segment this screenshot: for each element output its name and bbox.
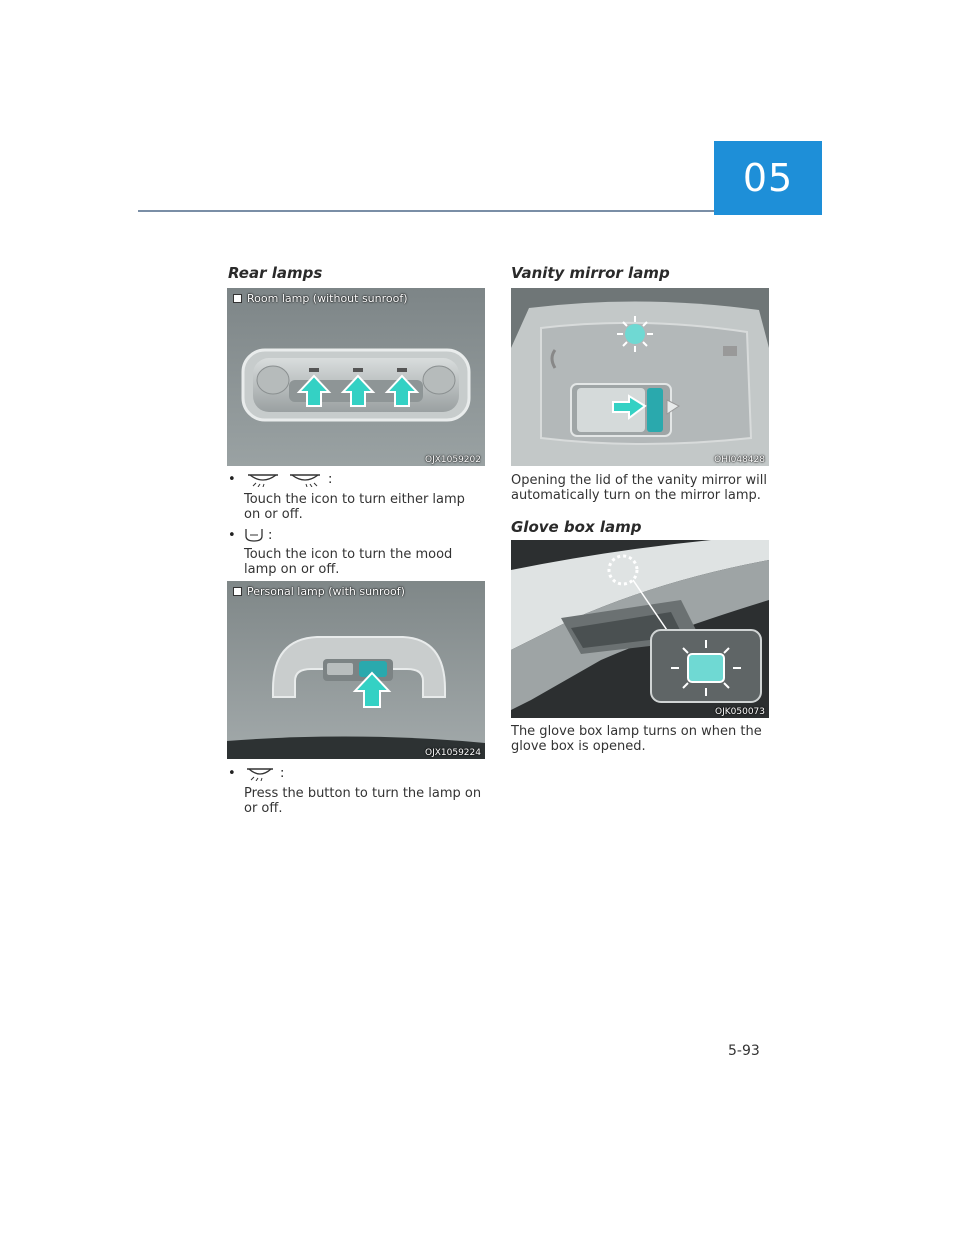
- personal-lamp-illustration: [227, 581, 485, 759]
- glove-box-description: The glove box lamp turns on when the glove box is opened.: [511, 724, 762, 754]
- figure-room-lamp: [227, 288, 485, 466]
- figure-vanity-mirror: [511, 288, 769, 466]
- header-rule: [138, 210, 714, 212]
- mood-lamp-icon: [244, 527, 264, 543]
- figure-code: OJX1059202: [425, 455, 481, 465]
- square-bullet-icon: [233, 294, 242, 303]
- figure-caption: Personal lamp (with sunroof): [233, 585, 405, 598]
- bullet-description: Touch the icon to turn either lamp on or off.: [244, 492, 465, 522]
- bullet-personal-lamp: • :: [228, 766, 285, 781]
- figure-code: OJX1059224: [425, 748, 481, 758]
- section-heading-vanity-mirror-lamp: Vanity mirror lamp: [511, 264, 670, 282]
- figure-code: OJK050073: [715, 707, 765, 717]
- figure-glove-box: [511, 540, 769, 718]
- figure-caption: Room lamp (without sunroof): [233, 292, 408, 305]
- reading-lamp-icon: [286, 473, 324, 487]
- room-lamp-illustration: [227, 288, 485, 466]
- square-bullet-icon: [233, 587, 242, 596]
- vanity-description: Opening the lid of the vanity mirror will automatically turn on the mirror lamp.: [511, 473, 767, 503]
- vanity-mirror-illustration: [511, 288, 769, 466]
- bullet-reading-lamps: • :: [228, 472, 333, 487]
- section-heading-glove-box-lamp: Glove box lamp: [511, 518, 642, 536]
- bullet-description: Touch the icon to turn the mood lamp on or off.: [244, 547, 453, 577]
- glove-box-illustration: [511, 540, 769, 718]
- reading-lamp-icon: [244, 767, 276, 781]
- reading-lamp-icon: [244, 473, 282, 487]
- bullet-mood-lamp: • :: [228, 527, 273, 543]
- chapter-tab: 05: [714, 141, 822, 215]
- page-number: 5-93: [728, 1043, 760, 1059]
- bullet-description: Press the button to turn the lamp on or off.: [244, 786, 482, 816]
- figure-code: OHI048428: [714, 455, 765, 465]
- figure-personal-lamp: [227, 581, 485, 759]
- section-heading-rear-lamps: Rear lamps: [228, 264, 323, 282]
